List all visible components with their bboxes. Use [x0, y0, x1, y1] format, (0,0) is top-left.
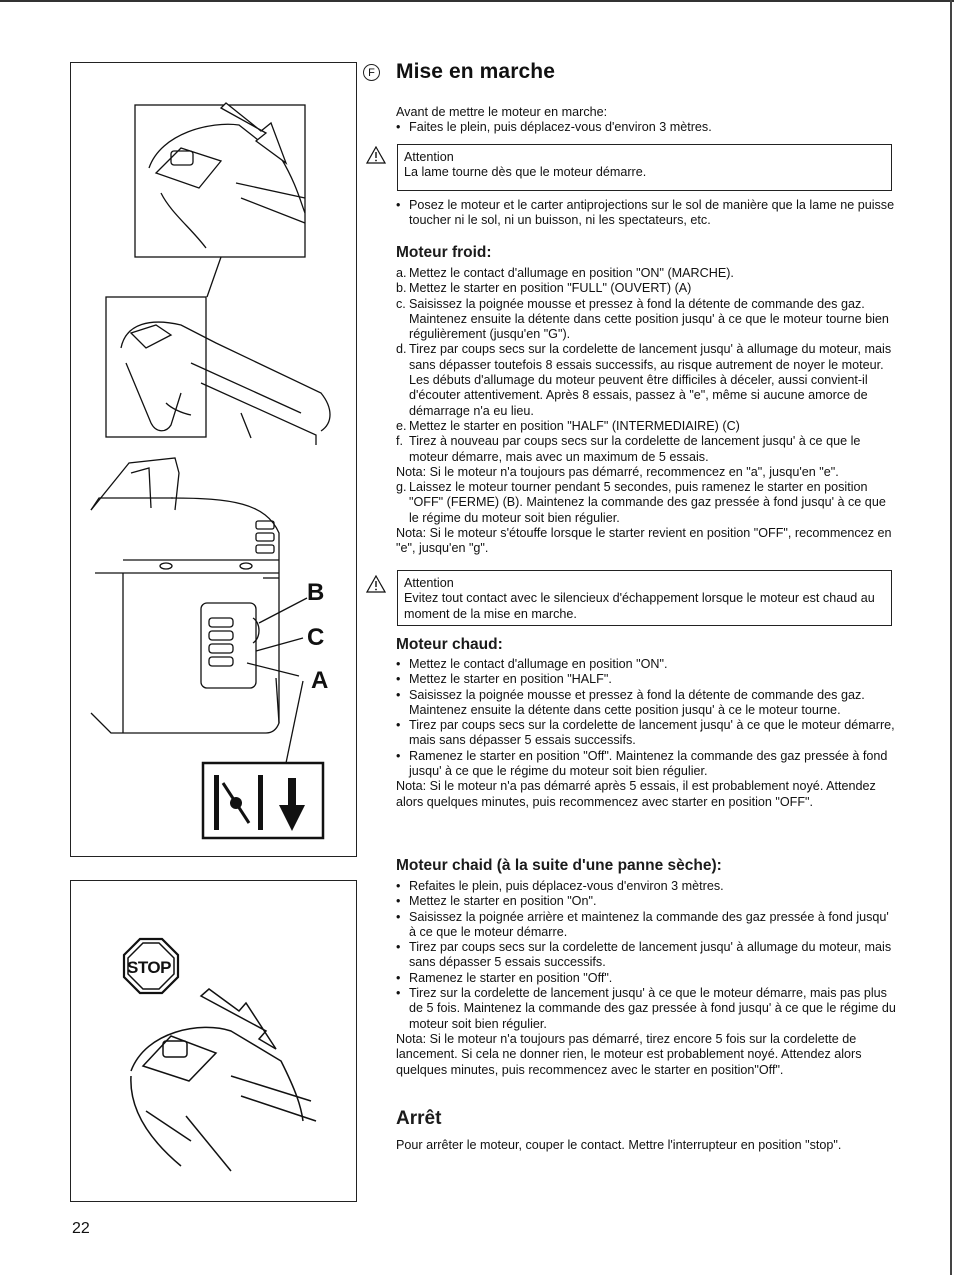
list-item-text: Faites le plein, puis déplacez-vous d'environ 3 mètres. [409, 120, 712, 135]
stop-sign-label: STOP [127, 958, 171, 977]
section-heading-hot: Moteur chaid (à la suite d'une panne sèche): [396, 857, 722, 874]
list-item-text: Posez le moteur et le carter antiprojections sur le sol de manière que la lame ne puisse toucher ni le sol, ni un buisson, ni les spectateurs, etc. [409, 198, 895, 228]
intro-block [396, 105, 896, 136]
list-item [396, 894, 896, 909]
cold-steps [396, 266, 896, 557]
step-marker: b. [396, 281, 407, 296]
list-item [396, 749, 896, 780]
section-heading-stop: Arrêt [396, 1108, 442, 1129]
attention-label: Attention [404, 150, 454, 164]
stop-block [396, 1138, 896, 1153]
right-border-line [950, 0, 952, 1275]
list-item-text: Tirez sur la cordelette de lancement jusqu' à ce que le moteur démarre, mais pas plus de 5 fois. Maintenez la commande des gaz pressée à fond jusqu' à ce que le régime du moteur soit bien régulier. [409, 986, 896, 1031]
step-marker: a. [396, 266, 407, 280]
figure-stop [70, 880, 357, 1202]
list-item [396, 266, 896, 281]
stop-illustration [71, 881, 358, 1203]
list-item [396, 971, 896, 986]
step-marker: e. [396, 418, 407, 433]
step-marker: g. [396, 480, 407, 495]
nota-text: Nota: Si le moteur s'étouffe lorsque le starter revient en position "OFF", recommencez en "e", jusqu'en "g". [396, 526, 892, 556]
bullet-marker: • [396, 657, 401, 671]
list-item [396, 657, 896, 672]
list-item [396, 434, 896, 465]
warning-triangle-icon [366, 575, 386, 593]
list-item [396, 718, 896, 749]
section-heading-warm: Moteur chaud: [396, 636, 503, 653]
section-heading-cold: Moteur froid: [396, 244, 492, 261]
list-item [396, 910, 896, 941]
bullet-marker: • [396, 120, 401, 135]
top-border-line [0, 0, 954, 2]
list-item [396, 198, 896, 229]
step-marker: d. [396, 342, 407, 357]
attention-text: La lame tourne dès que le moteur démarre. [404, 165, 647, 180]
list-item-text: Tirez par coups secs sur la cordelette de lancement jusqu' à allumage du moteur, mais sans dépasser 5 essais successifs. [409, 940, 892, 970]
list-item-text: Saisissez la poignée mousse et pressez à fond la détente de commande des gaz. Maintenez ensuite la détente dans cette position jusqu' à ce le moteur tourne. [409, 687, 865, 717]
bullet-marker: • [396, 687, 401, 702]
list-item-text: Laissez le moteur tourner pendant 5 secondes, puis ramenez le starter en position "OFF" (FERME) (B). Maintenez la commande des gaz pressée à fond jusqu' à ce que le régime du moteur soit bien régulier. [409, 480, 886, 525]
bullet-marker: • [396, 198, 401, 212]
list-item [396, 120, 896, 135]
nota-text: Nota: Si le moteur n'a toujours pas démarré, recommencez en "a", jusqu'en "e". [396, 464, 839, 479]
list-item-text: Mettez le starter en position "On". [409, 894, 597, 909]
step-marker: f. [396, 434, 403, 449]
bullet-marker: • [396, 748, 401, 763]
list-item-text: Mettez le contact d'allumage en position "ON" (MARCHE). [409, 266, 734, 280]
bullet-marker: • [396, 986, 401, 1001]
list-item-text: Refaites le plein, puis déplacez-vous d'environ 3 mètres. [409, 879, 724, 893]
list-item [396, 940, 896, 971]
list-item [396, 672, 896, 687]
list-item-text: Ramenez le starter en position "Off". Maintenez la commande des gaz pressée à fond jusqu' à ce que le régime du moteur soit bien régulier. [409, 748, 888, 779]
list-item-text: Mettez le starter en position "HALF" (INTERMEDIAIRE) (C) [409, 418, 740, 433]
bullet-marker: • [396, 909, 401, 924]
label-choke-half: C [307, 624, 325, 651]
attention-label: Attention [404, 576, 454, 590]
inset-handle-frame [106, 297, 206, 437]
page-number: 22 [72, 1220, 90, 1237]
list-item-text: Tirez par coups secs sur la cordelette de lancement jusqu' à allumage du moteur, mais sans dépasser toutefois 8 essais successifs, au risque autrement de noyer le moteur. Les débuts d'allumage du moteur peuvent être difficiles à déceler, aussi convient-il d'écouter attentivement. Après 8 essais, passez à "e", même si aucune amorce de démarrage n'a eu lieu. [409, 342, 892, 418]
list-item [396, 419, 896, 434]
list-item [396, 297, 896, 343]
list-item-text: Saisissez la poignée arrière et maintenez la commande des gaz pressée à fond jusqu' à ce que le moteur démarre. [409, 909, 889, 939]
label-choke-full: A [311, 667, 329, 694]
stop-text: Pour arrêter le moteur, couper le contact. Mettre l'interrupteur en position "stop". [396, 1138, 842, 1152]
language-badge: F [363, 64, 380, 81]
warm-steps [396, 657, 896, 810]
list-item [396, 342, 896, 418]
list-item-text: Tirez à nouveau par coups secs sur la cordelette de lancement jusqu' à ce que le moteur démarre, mais avec un maximum de 5 essais. [409, 434, 861, 464]
label-choke-off: B [307, 579, 325, 606]
page-title: Mise en marche [396, 60, 555, 83]
list-item [396, 879, 896, 894]
list-item-text: Ramenez le starter en position "Off". [409, 970, 613, 985]
bullet-marker: • [396, 940, 401, 955]
list-item-text: Mettez le starter en position "FULL" (OUVERT) (A) [409, 281, 692, 296]
list-item-text: Saisissez la poignée mousse et pressez à fond la détente de commande des gaz. Maintenez ensuite la détente dans cette position jusqu' à ce que le moteur tourne bien régulièrement (jusqu'en "G"). [409, 296, 889, 342]
bullet-marker: • [396, 894, 401, 909]
step-marker: c. [396, 296, 406, 311]
list-item-text: Mettez le starter en position "HALF". [409, 672, 612, 687]
list-item [396, 688, 896, 719]
attention-box [397, 570, 892, 626]
start-controls-illustration [71, 63, 358, 858]
bullet-marker: • [396, 970, 401, 985]
pose-block [396, 198, 896, 229]
bullet-marker: • [396, 718, 401, 733]
nota-text: Nota: Si le moteur n'a pas démarré après 5 essais, il est probablement noyé. Attendez alors quelques minutes, puis recommencez avec starter en position "OFF". [396, 779, 876, 809]
list-item [396, 480, 896, 526]
list-item-text: Mettez le contact d'allumage en position "ON". [409, 657, 668, 671]
list-item [396, 986, 896, 1032]
bullet-marker: • [396, 879, 401, 893]
bullet-marker: • [396, 672, 401, 687]
figure-start-controls [70, 62, 357, 857]
inset-switch-frame [135, 105, 305, 257]
attention-text: Evitez tout contact avec le silencieux d'échappement lorsque le moteur est chaud au moment de la mise en marche. [404, 591, 875, 621]
list-item-text: Tirez par coups secs sur la cordelette de lancement jusqu' à ce que le moteur démarre, mais sans dépasser 5 essais successifs. [409, 718, 895, 748]
list-item [396, 281, 896, 296]
hot-steps [396, 879, 896, 1078]
warning-triangle-icon [366, 146, 386, 164]
nota-text: Nota: Si le moteur n'a toujours pas démarré, tirez encore 5 fois sur la cordelette de lancement. Si cela ne donner rien, le moteur est probablement noyé. Attendez alors quelques minutes, puis recommencez avec le starter en position"Off". [396, 1031, 862, 1077]
intro-line: Avant de mettre le moteur en marche: [396, 105, 608, 119]
attention-box [397, 144, 892, 191]
